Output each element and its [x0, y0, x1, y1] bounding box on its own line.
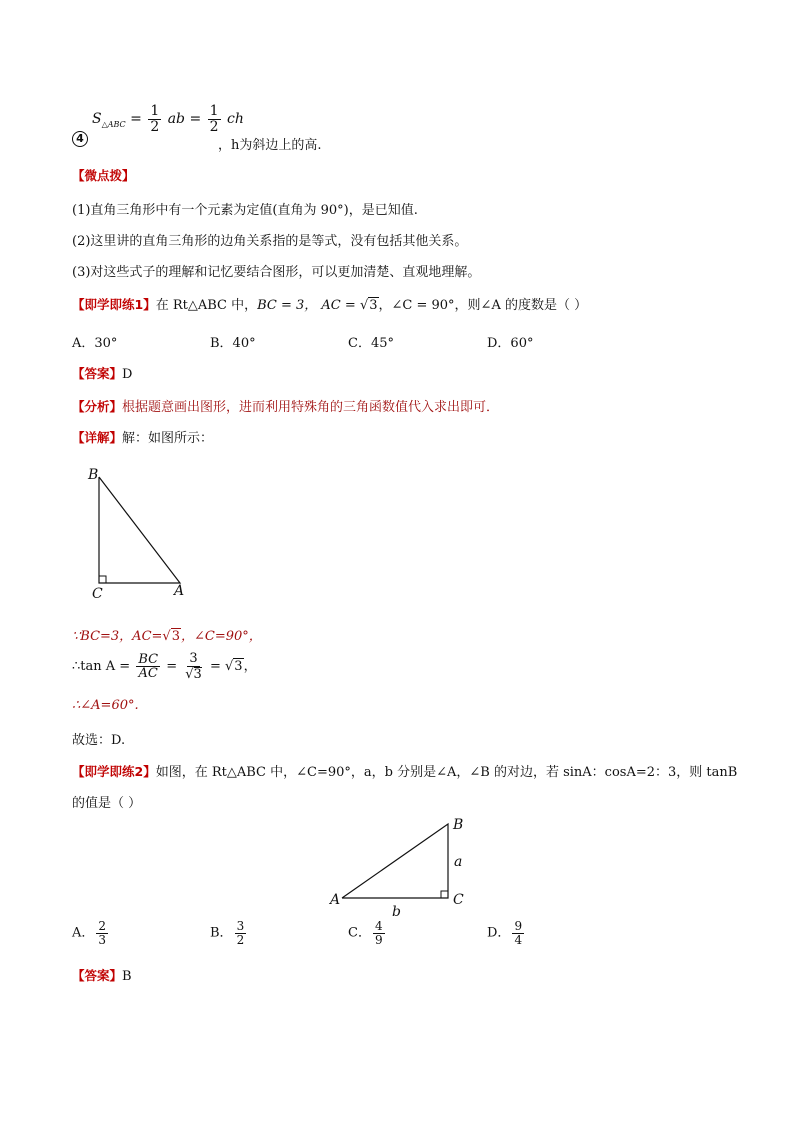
tip-line-1: (1)直角三角形中有一个元素为定值(直角为 90°)，是已知值.: [72, 203, 418, 218]
term-ab: ab: [167, 111, 185, 128]
fraction-bc-ac: $\frac{BC}{AC}$: [138, 651, 159, 682]
solution-step-1: ∵BC=3，AC=√3，∠C=90°，: [72, 629, 262, 644]
q1-option-b[interactable]: B．40°: [210, 336, 256, 351]
q1-answer: 【答案】D: [72, 366, 133, 382]
fraction-half-1: $\frac{1}{2}$: [150, 103, 160, 135]
question-2-tag: 【即学即练2】: [72, 764, 156, 779]
vertex-label-c-2: C: [453, 892, 464, 908]
q2-option-a[interactable]: A． $\frac{2}{3}$: [72, 919, 107, 947]
sqrt-3: √3: [359, 298, 378, 313]
tip-line-2: (2)这里讲的直角三角形的边角关系指的是等式，没有包括其他关系。: [72, 234, 468, 249]
fraction-half-2: $\frac{1}{2}$: [209, 103, 219, 135]
q2-option-b[interactable]: B． $\frac{3}{2}$: [210, 919, 245, 947]
vertex-label-a: A: [174, 583, 185, 599]
q1-detail: 【详解】解：如图所示：: [72, 430, 214, 446]
q2-option-d[interactable]: D． $\frac{9}{4}$: [487, 919, 523, 947]
right-angle-mark: [99, 576, 106, 583]
question-1: 【即学即练1】在 Rt△ABC 中，BC = 3， AC = √3，∠C = 90°，则∠A 的度数是（ ）: [72, 297, 588, 313]
vertex-label-a-2: A: [330, 892, 341, 908]
q1-option-c[interactable]: C．45°: [348, 336, 394, 351]
q1-option-a[interactable]: A．30°: [72, 336, 118, 351]
q1-choose: 故选：D.: [72, 733, 126, 748]
triangle-figure-2: [326, 812, 476, 922]
term-ch: ch: [227, 111, 244, 128]
vertex-label-c: C: [92, 586, 103, 602]
q1-option-d[interactable]: D．60°: [487, 336, 534, 351]
q2-option-c[interactable]: C． $\frac{4}{9}$: [348, 919, 383, 947]
solution-step-3: ∴∠A=60°.: [72, 698, 139, 713]
q2-answer: 【答案】B: [72, 968, 132, 984]
side-label-a: a: [454, 854, 463, 870]
side-label-b: b: [392, 904, 401, 920]
question-1-tag: 【即学即练1】: [72, 297, 156, 312]
right-angle-mark-2: [441, 891, 448, 898]
solution-step-2: ∴tan A = $\frac{BC}{AC}$ = $\frac{3}{√3}$ = √3，: [72, 651, 257, 682]
q1-analysis: 【分析】根据题意画出图形，进而利用特殊角的三角函数值代入求出即可．: [72, 399, 500, 415]
tips-heading: 【微点拨】: [72, 168, 135, 183]
area-formula: $S_{\triangle ABC}$ = $\frac{1}{2}$ ab = $\frac{1}{2}$ ch: [92, 103, 244, 135]
vertex-label-b: B: [88, 467, 99, 483]
vertex-label-b-2: B: [453, 817, 464, 833]
tip-line-3: (3)对这些式子的理解和记忆要结合图形，可以更加清楚、直观地理解。: [72, 265, 481, 280]
formula-note: ，h为斜边上的高.: [218, 138, 322, 153]
triangle-figure-1: [84, 462, 204, 602]
triangle-edges-2: [342, 824, 448, 898]
triangle-edges: [99, 477, 180, 583]
fraction-3-sqrt3: $\frac{3}{√3}$: [185, 651, 202, 682]
question-2-cont: 的值是（ ）: [72, 796, 142, 811]
question-2: 【即学即练2】如图，在 Rt△ABC 中，∠C=90°，a，b 分别是∠A，∠B 的对边，若 sinA：cosA=2：3，则 tanB: [72, 764, 738, 780]
s-subscript: △ABC: [101, 119, 126, 129]
circled-number: 4: [72, 131, 88, 147]
formula-item-4: [72, 105, 88, 145]
